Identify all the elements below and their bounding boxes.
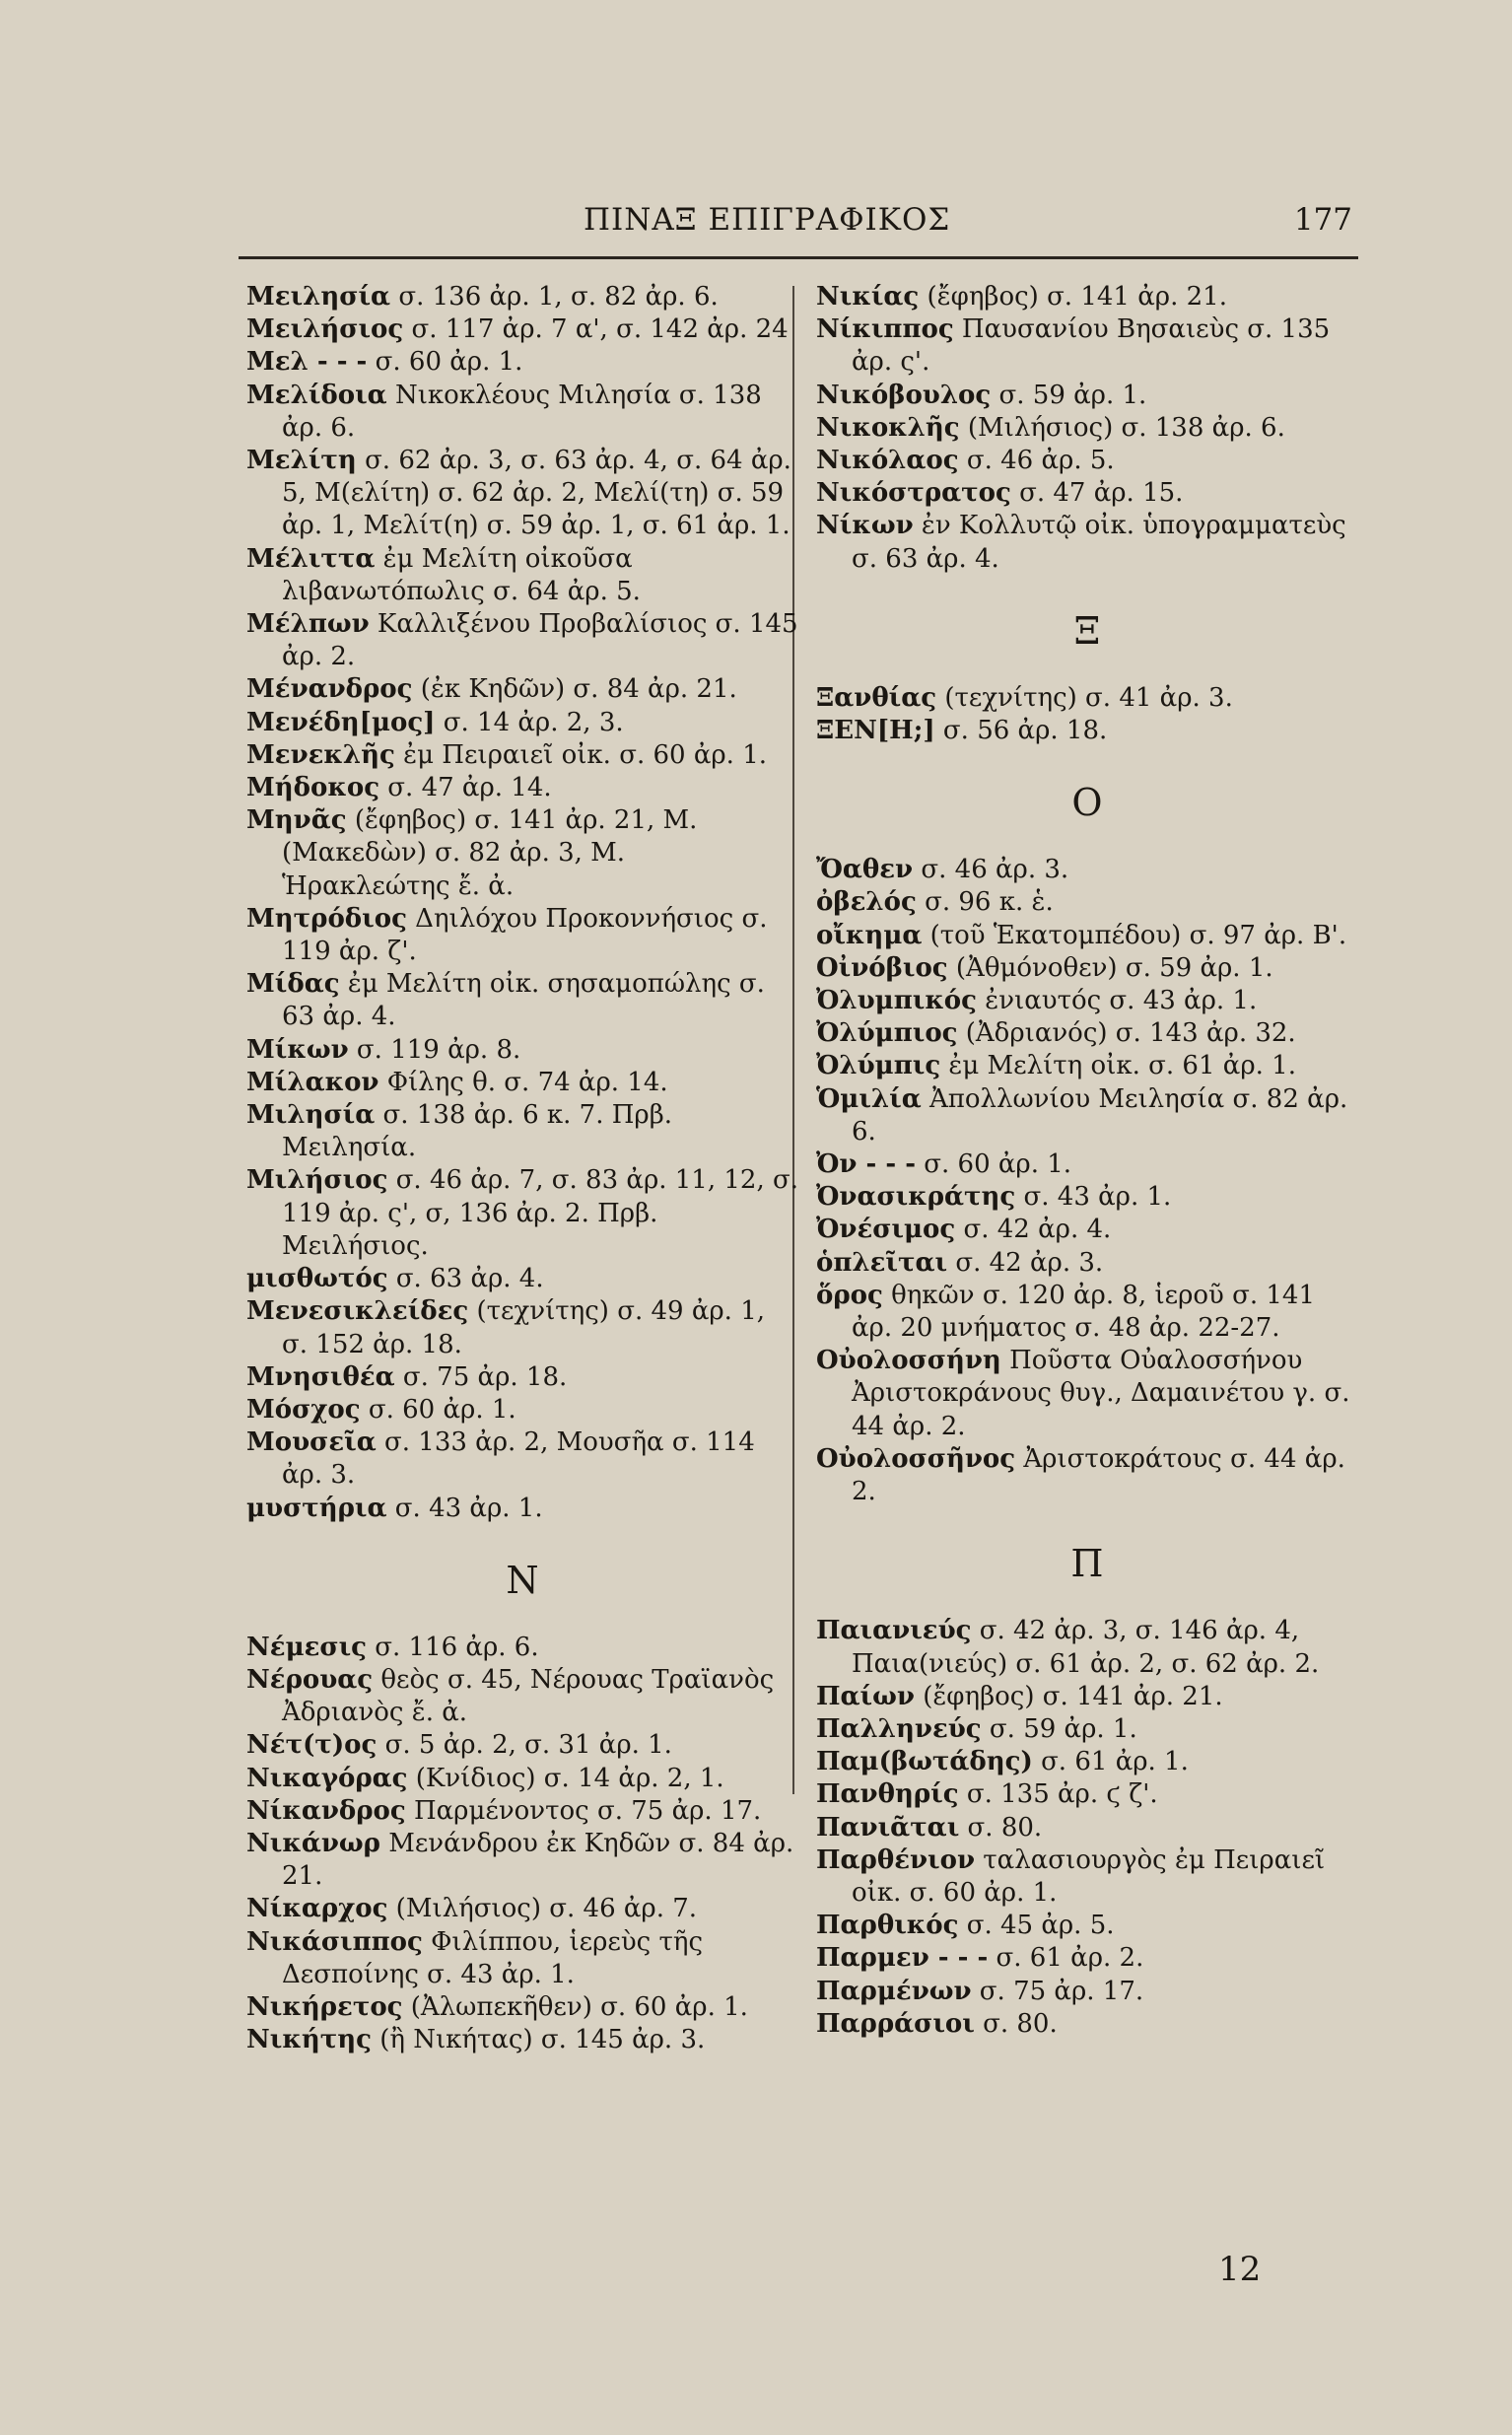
entry-headword: Νίκων	[816, 511, 914, 541]
index-entry	[246, 1795, 798, 1828]
entry-references: σ. 138 ἀρ. 6 κ. 7. Πρβ. Μειλησία.	[282, 1100, 672, 1163]
entry-headword: Ὁμιλία	[816, 1083, 922, 1114]
entry-headword: Μέλπων	[246, 609, 370, 640]
entry-references: (Κνίδιος) σ. 14 ἀρ. 2, 1.	[415, 1763, 724, 1793]
index-entry	[816, 510, 1358, 575]
entry-references: ἐν Κολλυτῷ οἰκ. ὑπογραμματεὺς σ. 63 ἀρ. 4.	[852, 511, 1346, 574]
entry-headword: Νίκαρχος	[246, 1894, 388, 1924]
index-entry	[816, 412, 1358, 445]
index-entry	[246, 445, 798, 543]
entry-headword: Νικόστρατος	[816, 478, 1011, 509]
entry-headword: Πανθηρίς	[816, 1779, 959, 1810]
index-entry	[816, 920, 1358, 952]
entry-references: ἐμ Μελίτη οἰκ. σ. 61 ἀρ. 1.	[948, 1051, 1296, 1081]
entry-headword: Ὀλυμπικός	[816, 986, 977, 1016]
entry-references: σ. 133 ἀρ. 2, Μουσῆα σ. 114 ἀρ. 3.	[282, 1427, 755, 1491]
index-entry	[246, 804, 798, 903]
entry-references: σ. 61 ἀρ. 2.	[996, 1943, 1144, 1974]
index-entry	[816, 1181, 1358, 1214]
entries-n-continued	[816, 281, 1358, 576]
entry-headword: Νίκιππος	[816, 314, 954, 345]
entry-references: σ. 61 ἀρ. 1.	[1041, 1747, 1189, 1777]
index-entry	[816, 281, 1358, 313]
entry-references: Καλλιξένου Προβαλίσιος σ. 145 ἀρ. 2.	[282, 609, 798, 672]
index-entry	[246, 281, 798, 313]
index-entry	[816, 715, 1358, 747]
signature-mark: 12	[1218, 2250, 1262, 2289]
index-entry	[816, 1050, 1358, 1082]
index-entry	[246, 1991, 798, 2024]
index-entry	[816, 1942, 1358, 1975]
index-entry	[816, 1615, 1358, 1680]
entry-references: Νικοκλέους Μιλησία σ. 138 ἀρ. 6.	[282, 380, 762, 443]
entry-headword: ὅρος	[816, 1280, 883, 1310]
entries-m	[246, 281, 798, 1525]
entry-references: σ. 47 ἀρ. 15.	[1019, 478, 1184, 509]
entry-references: Μενάνδρου ἐκ Κηδῶν σ. 84 ἀρ. 21.	[282, 1828, 794, 1892]
entry-references: σ. 60 ἀρ. 1.	[924, 1149, 1072, 1180]
index-entry	[816, 1844, 1358, 1910]
index-entry	[816, 1345, 1358, 1443]
entry-headword: Μελίτη	[246, 446, 357, 476]
entry-references: θεὸς σ. 45, Νέρουας Τραϊανὸς Ἀδριανὸς ἔ. ἀ.	[282, 1664, 775, 1728]
entry-headword: Νικίας	[816, 282, 920, 312]
index-column-right	[816, 281, 1358, 2041]
index-column-left	[246, 281, 798, 2056]
entry-headword: Παλληνεύς	[816, 1713, 982, 1744]
index-entry	[246, 1394, 798, 1426]
index-entry	[246, 1034, 798, 1067]
index-entry	[246, 1828, 798, 1893]
entry-references: σ. 75 ἀρ. 17.	[979, 1976, 1144, 2006]
entry-references: (Ἀδριανός) σ. 143 ἀρ. 32.	[965, 1018, 1296, 1049]
entry-headword: Νικόλαος	[816, 446, 959, 476]
entry-headword: Οὐολοσσῆνος	[816, 1443, 1016, 1474]
entry-headword: Μίλακον	[246, 1067, 379, 1097]
index-entry	[246, 313, 798, 346]
entry-references: (ἔφηβος) σ. 141 ἀρ. 21.	[923, 1681, 1223, 1711]
entry-references: Δηιλόχου Προκοννήσιος σ. 119 ἀρ. ζ'.	[282, 903, 768, 967]
entry-references: ἐμ Μελίτη οἰκ. σησαμοπώλης σ. 63 ἀρ. 4.	[282, 969, 765, 1032]
index-entry	[246, 1493, 798, 1525]
entry-headword: Νικήρετος	[246, 1991, 403, 2022]
entries-n	[246, 1632, 798, 2057]
entry-headword: ὁπλεῖται	[816, 1247, 948, 1278]
entry-references: σ. 45 ἀρ. 5.	[966, 1911, 1115, 1941]
entry-headword: Μελ - - -	[246, 347, 368, 378]
entry-headword: Ὀν - - -	[816, 1149, 916, 1180]
entry-headword: Μνησιθέα	[246, 1361, 395, 1392]
entry-headword: Ὀλύμπις	[816, 1051, 941, 1081]
index-entry	[246, 1763, 798, 1795]
entry-headword: Ὀνέσιμος	[816, 1215, 956, 1245]
index-entry	[246, 1263, 798, 1295]
entry-references: σ. 14 ἀρ. 2, 3.	[443, 707, 624, 737]
entry-references: σ. 117 ἀρ. 7 α', σ. 142 ἀρ. 24	[411, 314, 789, 345]
index-entry	[246, 608, 798, 673]
entry-headword: μυστήρια	[246, 1493, 387, 1523]
entry-references: (τεχνίτης) σ. 49 ἀρ. 1, σ. 152 ἀρ. 18.	[282, 1296, 766, 1359]
entry-headword: Μενέδη[μος]	[246, 707, 436, 737]
page-header	[239, 202, 1358, 245]
entry-headword: Νικόβουλος	[816, 380, 992, 410]
entry-headword: Νικοκλῆς	[816, 412, 960, 443]
entry-references: ἐμ Μελίτη οἰκοῦσα λιβανωτόπωλις σ. 64 ἀρ. 5.	[282, 543, 641, 606]
entry-references: Ἀπολλωνίου Μειλησία σ. 82 ἀρ. 6.	[852, 1083, 1348, 1147]
index-entry	[816, 1443, 1358, 1508]
index-entry	[816, 1247, 1358, 1280]
index-entry	[246, 903, 798, 968]
index-entry	[246, 1632, 798, 1664]
entry-headword: Μίκων	[246, 1034, 349, 1065]
entry-headword: Νέτ(τ)ος	[246, 1730, 378, 1761]
index-entry	[246, 673, 798, 706]
entry-references: σ. 59 ἀρ. 1.	[998, 380, 1147, 410]
entry-headword: ΞΕΝ[Η;]	[816, 716, 935, 746]
entry-references: ταλασιουργὸς ἐμ Πειραιεῖ οἰκ. σ. 60 ἀρ. 1.	[852, 1844, 1326, 1908]
entry-headword: Μιλησία	[246, 1100, 376, 1131]
entry-references: Παυσανίου Βησαιεὺς σ. 135 ἀρ. ς'.	[852, 314, 1331, 378]
entry-headword: μισθωτός	[246, 1264, 388, 1294]
entry-headword: Νίκανδρος	[246, 1795, 406, 1826]
entry-headword: Νικάνωρ	[246, 1828, 380, 1858]
entry-references: ἐνιαυτός σ. 43 ἀρ. 1.	[985, 986, 1258, 1016]
entry-headword: Μειλησία	[246, 282, 391, 312]
index-entry	[246, 2024, 798, 2056]
entry-references: (Ἀθμόνοθεν) σ. 59 ἀρ. 1.	[955, 952, 1273, 983]
index-entry	[246, 1067, 798, 1099]
entry-references: Ποῦστα Οὐαλοσσήνου Ἀριστοκράνους θυγ., Δαμαινέτου γ. σ. 44 ἀρ. 2.	[852, 1346, 1350, 1441]
entries-pi	[816, 1615, 1358, 2041]
entry-references: σ. 46 ἀρ. 3.	[921, 855, 1069, 885]
entry-headword: Μηνᾶς	[246, 805, 347, 836]
index-entry	[246, 968, 798, 1033]
entry-references: σ. 119 ἀρ. 8.	[356, 1034, 521, 1065]
index-entry	[816, 1778, 1358, 1811]
entry-headword: Ὀνασικράτης	[816, 1182, 1016, 1213]
entry-references: (Μιλήσιος) σ. 138 ἀρ. 6.	[967, 412, 1285, 443]
index-entry	[246, 1361, 798, 1394]
entry-headword: Μένανδρος	[246, 674, 413, 705]
entry-headword: Ὄαθεν	[816, 855, 914, 885]
entry-headword: Μενεκλῆς	[246, 739, 395, 770]
entry-references: σ. 80.	[967, 1812, 1043, 1843]
entry-references: (ἔφηβος) σ. 141 ἀρ. 21, Μ. (Μακεδὼν) σ. 82 ἀρ. 3, Μ. Ἡρακλεώτης ἔ. ἀ.	[282, 805, 698, 901]
index-entry	[816, 477, 1358, 510]
entry-headword: οἴκημα	[816, 920, 923, 950]
entry-references: σ. 96 κ. ἑ.	[925, 887, 1054, 918]
entry-headword: Παιανιεύς	[816, 1616, 972, 1646]
index-entry	[246, 346, 798, 379]
index-entry	[246, 543, 798, 608]
index-entry	[246, 1295, 798, 1360]
entry-references: σ. 116 ἀρ. 6.	[375, 1632, 539, 1662]
entry-references: θηκῶν σ. 120 ἀρ. 8, ἱεροῦ σ. 141 ἀρ. 20 μνήματος σ. 48 ἀρ. 22-27.	[852, 1280, 1316, 1344]
index-entry	[816, 854, 1358, 886]
entry-references: Ἀριστοκράτους σ. 44 ἀρ. 2.	[852, 1443, 1345, 1507]
entry-headword: Μενεσικλείδες	[246, 1296, 469, 1327]
entry-references: σ. 59 ἀρ. 1.	[989, 1713, 1137, 1744]
index-entry	[816, 1746, 1358, 1778]
index-entry	[816, 380, 1358, 412]
index-entry	[816, 952, 1358, 985]
index-entry	[246, 707, 798, 739]
entry-references: σ. 42 ἀρ. 3, σ. 146 ἀρ. 4, Παια(νιεύς) σ. 61 ἀρ. 2, σ. 62 ἀρ. 2.	[852, 1616, 1320, 1679]
entry-references: Παρμένοντος σ. 75 ἀρ. 17.	[413, 1795, 762, 1826]
entry-references: σ. 135 ἀρ. ϛ ζ'.	[966, 1779, 1158, 1810]
running-title: ΠΙΝΑΞ ΕΠΙΓΡΑΦΙΚΟΣ	[584, 202, 951, 238]
header-rule	[239, 256, 1358, 259]
index-entry	[246, 1164, 798, 1263]
entry-references: (ἔφηβος) σ. 141 ἀρ. 21.	[927, 282, 1227, 312]
entry-headword: Νέρουας	[246, 1664, 374, 1695]
page-number: 177	[1293, 202, 1352, 238]
entry-references: (Μιλήσιος) σ. 46 ἀρ. 7.	[395, 1894, 698, 1924]
index-entry	[816, 1713, 1358, 1746]
entry-references: σ. 62 ἀρ. 3, σ. 63 ἀρ. 4, σ. 64 ἀρ. 5, Μ(ελίτη) σ. 62 ἀρ. 2, Μελί(τη) σ. 59 ἀρ. 1, Μελίτ(η) σ. 59 ἀρ. 1, σ. 61 ἀρ. 1.	[282, 446, 791, 541]
entry-headword: Παρθικός	[816, 1911, 959, 1941]
entry-headword: Παίων	[816, 1681, 915, 1711]
entry-references: σ. 42 ἀρ. 4.	[963, 1215, 1112, 1245]
index-entry	[816, 1976, 1358, 2008]
entry-headword: Οἰνόβιος	[816, 952, 948, 983]
entry-references: σ. 56 ἀρ. 18.	[942, 716, 1108, 746]
index-entry	[816, 682, 1358, 715]
index-entry	[816, 1910, 1358, 1942]
entry-references: σ. 47 ἀρ. 14.	[387, 773, 552, 803]
entry-headword: Μιλήσιος	[246, 1165, 388, 1196]
entry-headword: Νικάσιππος	[246, 1926, 423, 1957]
index-entry	[816, 1280, 1358, 1345]
index-entry	[816, 1017, 1358, 1050]
index-entry	[816, 1148, 1358, 1181]
entry-references: σ. 5 ἀρ. 2, σ. 31 ἀρ. 1.	[384, 1730, 672, 1761]
entry-headword: Μήδοκος	[246, 773, 380, 803]
entries-xi	[816, 682, 1358, 747]
entry-references: σ. 43 ἀρ. 1.	[1023, 1182, 1172, 1213]
entry-headword: Ὀλύμπιος	[816, 1018, 958, 1049]
index-entry	[816, 1681, 1358, 1713]
entry-headword: Μίδας	[246, 969, 340, 1000]
letter-heading-n: Ν	[506, 1558, 539, 1602]
entry-references: (Ἀλωπεκῆθεν) σ. 60 ἀρ. 1.	[410, 1991, 748, 2022]
entry-headword: Μέλιττα	[246, 543, 376, 574]
index-entry	[816, 445, 1358, 477]
entry-references: Φιλίππου, ἱερεὺς τῆς Δεσποίνης σ. 43 ἀρ. 1.	[282, 1926, 704, 1989]
entry-references: σ. 46 ἀρ. 7, σ. 83 ἀρ. 11, 12, σ. 119 ἀρ. ς', σ, 136 ἀρ. 2. Πρβ. Μειλήσιος.	[282, 1165, 798, 1261]
entry-headword: Οὐολοσσήνη	[816, 1346, 1001, 1376]
entry-headword: Παρμένων	[816, 1976, 972, 2006]
entry-headword: Μόσχος	[246, 1394, 361, 1425]
entry-headword: Παρθένιον	[816, 1844, 976, 1875]
entry-references: σ. 46 ἀρ. 5.	[966, 446, 1115, 476]
index-entry	[816, 985, 1358, 1017]
entry-headword: Παρράσιοι	[816, 2008, 975, 2039]
index-entry	[816, 886, 1358, 919]
index-entry	[816, 1083, 1358, 1148]
entry-references: Φίλης θ. σ. 74 ἀρ. 14.	[386, 1067, 668, 1097]
entry-headword: Παμ(βωτάδης)	[816, 1747, 1033, 1777]
entry-references: σ. 80.	[983, 2008, 1058, 2039]
index-entry	[246, 1926, 798, 1991]
entry-references: σ. 60 ἀρ. 1.	[368, 1394, 516, 1425]
entry-headword: Νικήτης	[246, 2025, 372, 2055]
index-entry	[816, 1214, 1358, 1246]
index-entry	[246, 772, 798, 804]
entry-headword: Ξανθίας	[816, 682, 937, 713]
index-entry	[246, 1893, 798, 1925]
entry-references: σ. 42 ἀρ. 3.	[955, 1247, 1104, 1278]
entry-references: (τεχνίτης) σ. 41 ἀρ. 3.	[944, 682, 1233, 713]
entry-references: (ἢ Νικήτας) σ. 145 ἀρ. 3.	[379, 2025, 706, 2055]
entry-references: σ. 75 ἀρ. 18.	[402, 1361, 568, 1392]
entry-references: σ. 136 ἀρ. 1, σ. 82 ἀρ. 6.	[398, 282, 719, 312]
index-entry	[246, 380, 798, 445]
index-entry	[246, 1729, 798, 1762]
letter-heading-xi: Ξ	[1073, 608, 1101, 653]
entry-references: σ. 63 ἀρ. 4.	[395, 1264, 544, 1294]
index-entry	[246, 1099, 798, 1164]
entry-headword: Νέμεσις	[246, 1632, 367, 1662]
entry-headword: Πανιᾶται	[816, 1812, 960, 1843]
index-entry	[816, 2008, 1358, 2041]
entry-headword: Νικαγόρας	[246, 1763, 408, 1793]
entry-references: (τοῦ Ἑκατομπέδου) σ. 97 ἀρ. Β'.	[929, 920, 1347, 950]
letter-heading-o: Ο	[1071, 781, 1103, 825]
index-entry	[816, 313, 1358, 379]
entry-references: σ. 60 ἀρ. 1.	[375, 347, 523, 378]
index-entry	[246, 1664, 798, 1729]
letter-heading-pi: Π	[1070, 1542, 1104, 1586]
index-entry	[246, 739, 798, 772]
index-entry	[816, 1812, 1358, 1844]
entry-references: σ. 43 ἀρ. 1.	[394, 1493, 543, 1523]
entry-headword: Μητρόδιος	[246, 903, 407, 934]
entry-references: ἐμ Πειραιεῖ οἰκ. σ. 60 ἀρ. 1.	[403, 739, 768, 770]
index-entry	[246, 1426, 798, 1492]
entry-headword: ὀβελός	[816, 887, 917, 918]
entry-headword: Παρμεν - - -	[816, 1943, 989, 1974]
entries-o	[816, 854, 1358, 1508]
entry-headword: Μουσεῖα	[246, 1427, 377, 1458]
entry-headword: Μελίδοια	[246, 380, 387, 410]
entry-references: (ἐκ Κηδῶν) σ. 84 ἀρ. 21.	[420, 674, 737, 705]
entry-headword: Μειλήσιος	[246, 314, 404, 345]
